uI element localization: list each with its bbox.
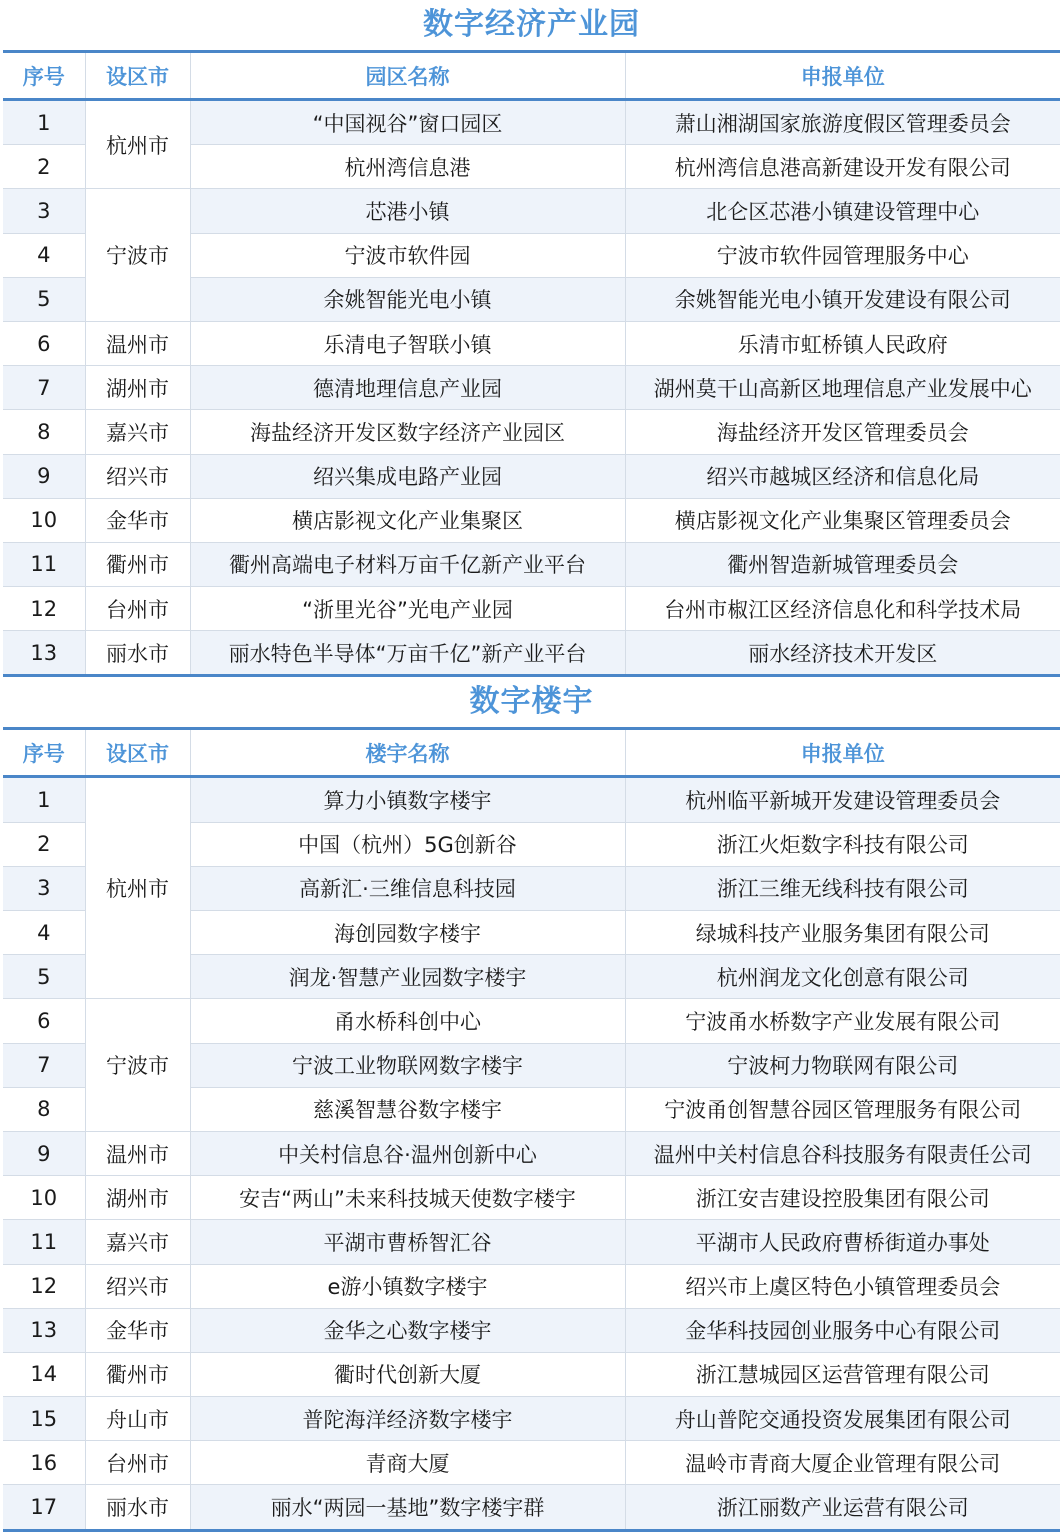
city-cell: 丽水市 bbox=[85, 631, 190, 676]
applicant-unit: 杭州润龙文化创意有限公司 bbox=[625, 955, 1060, 999]
row-number: 10 bbox=[3, 498, 85, 542]
table-row bbox=[3, 1264, 1060, 1308]
park-name: 绍兴集成电路产业园 bbox=[190, 454, 625, 498]
park-name: 宁波市软件园 bbox=[190, 233, 625, 277]
applicant-unit: 宁波甬创智慧谷园区管理服务有限公司 bbox=[625, 1087, 1060, 1131]
park-name: 芯港小镇 bbox=[190, 189, 625, 233]
applicant-unit: 温州中关村信息谷科技服务有限责任公司 bbox=[625, 1131, 1060, 1175]
city-cell: 舟山市 bbox=[85, 1397, 190, 1441]
applicant-unit: 丽水经济技术开发区 bbox=[625, 631, 1060, 676]
park-name: 杭州湾信息港 bbox=[190, 145, 625, 189]
applicant-unit: 横店影视文化产业集聚区管理委员会 bbox=[625, 498, 1060, 542]
applicant-unit: 杭州湾信息港高新建设开发有限公司 bbox=[625, 145, 1060, 189]
table-row bbox=[3, 454, 1060, 498]
row-number: 3 bbox=[3, 866, 85, 910]
table-header-row bbox=[3, 729, 1060, 777]
parks-table-body bbox=[3, 100, 1060, 676]
building-name: 丽水“两园一基地”数字楼宇群 bbox=[190, 1485, 625, 1530]
table-row bbox=[3, 189, 1060, 233]
table-row bbox=[3, 1131, 1060, 1175]
row-number: 7 bbox=[3, 366, 85, 410]
building-name: 中国（杭州）5G创新谷 bbox=[190, 822, 625, 866]
building-name: 宁波工业物联网数字楼宇 bbox=[190, 1043, 625, 1087]
row-number: 12 bbox=[3, 1264, 85, 1308]
table-header-row bbox=[3, 52, 1060, 100]
building-name: 中关村信息谷·温州创新中心 bbox=[190, 1131, 625, 1175]
city-cell: 丽水市 bbox=[85, 1485, 190, 1530]
section-title-parks: 数字经济产业园 bbox=[423, 7, 640, 42]
applicant-unit: 温岭市青商大厦企业管理有限公司 bbox=[625, 1441, 1060, 1485]
buildings-table bbox=[3, 727, 1060, 1531]
header-building-name: 楼宇名称 bbox=[190, 729, 625, 777]
city-cell: 绍兴市 bbox=[85, 454, 190, 498]
applicant-unit: 衢州智造新城管理委员会 bbox=[625, 542, 1060, 586]
city-cell: 温州市 bbox=[85, 1131, 190, 1175]
building-name: 甬水桥科创中心 bbox=[190, 999, 625, 1043]
row-number: 1 bbox=[3, 100, 85, 145]
applicant-unit: 萧山湘湖国家旅游度假区管理委员会 bbox=[625, 100, 1060, 145]
city-cell: 湖州市 bbox=[85, 1176, 190, 1220]
applicant-unit: 浙江慧城园区运营管理有限公司 bbox=[625, 1352, 1060, 1396]
row-number: 5 bbox=[3, 277, 85, 321]
table-row bbox=[3, 1485, 1060, 1530]
city-cell: 绍兴市 bbox=[85, 1264, 190, 1308]
building-name: 慈溪智慧谷数字楼宇 bbox=[190, 1087, 625, 1131]
city-cell: 杭州市 bbox=[85, 100, 190, 189]
table-row bbox=[3, 542, 1060, 586]
applicant-unit: 宁波柯力物联网有限公司 bbox=[625, 1043, 1060, 1087]
applicant-unit: 海盐经济开发区管理委员会 bbox=[625, 410, 1060, 454]
applicant-unit: 余姚智能光电小镇开发建设有限公司 bbox=[625, 277, 1060, 321]
row-number: 6 bbox=[3, 999, 85, 1043]
table-row bbox=[3, 1441, 1060, 1485]
row-number: 14 bbox=[3, 1352, 85, 1396]
city-cell: 衢州市 bbox=[85, 1352, 190, 1396]
row-number: 9 bbox=[3, 454, 85, 498]
header-number: 序号 bbox=[3, 729, 85, 777]
building-name: 海创园数字楼宇 bbox=[190, 911, 625, 955]
building-name: 安吉“两山”未来科技城天使数字楼宇 bbox=[190, 1176, 625, 1220]
building-name: 金华之心数字楼宇 bbox=[190, 1308, 625, 1352]
header-city: 设区市 bbox=[85, 52, 190, 100]
row-number: 1 bbox=[3, 777, 85, 822]
applicant-unit: 舟山普陀交通投资发展集团有限公司 bbox=[625, 1397, 1060, 1441]
row-number: 16 bbox=[3, 1441, 85, 1485]
table-row bbox=[3, 587, 1060, 631]
applicant-unit: 宁波市软件园管理服务中心 bbox=[625, 233, 1060, 277]
table-row bbox=[3, 366, 1060, 410]
building-name: 平湖市曹桥智汇谷 bbox=[190, 1220, 625, 1264]
row-number: 11 bbox=[3, 1220, 85, 1264]
city-cell: 台州市 bbox=[85, 1441, 190, 1485]
park-name: 丽水特色半导体“万亩千亿”新产业平台 bbox=[190, 631, 625, 676]
building-name: 衢时代创新大厦 bbox=[190, 1352, 625, 1396]
header-applicant: 申报单位 bbox=[625, 729, 1060, 777]
table-row bbox=[3, 631, 1060, 676]
building-name: 润龙·智慧产业园数字楼宇 bbox=[190, 955, 625, 999]
park-name: 海盐经济开发区数字经济产业园区 bbox=[190, 410, 625, 454]
row-number: 10 bbox=[3, 1176, 85, 1220]
row-number: 12 bbox=[3, 587, 85, 631]
table-row bbox=[3, 777, 1060, 822]
applicant-unit: 台州市椒江区经济信息化和科学技术局 bbox=[625, 587, 1060, 631]
row-number: 8 bbox=[3, 410, 85, 454]
applicant-unit: 浙江安吉建设控股集团有限公司 bbox=[625, 1176, 1060, 1220]
table-row bbox=[3, 498, 1060, 542]
building-name: 高新汇·三维信息科技园 bbox=[190, 866, 625, 910]
applicant-unit: 浙江三维无线科技有限公司 bbox=[625, 866, 1060, 910]
section-title-buildings: 数字楼宇 bbox=[469, 684, 594, 720]
park-name: 德清地理信息产业园 bbox=[190, 366, 625, 410]
applicant-unit: 杭州临平新城开发建设管理委员会 bbox=[625, 777, 1060, 822]
park-name: “中国视谷”窗口园区 bbox=[190, 100, 625, 145]
city-cell: 湖州市 bbox=[85, 366, 190, 410]
row-number: 4 bbox=[3, 233, 85, 277]
applicant-unit: 北仑区芯港小镇建设管理中心 bbox=[625, 189, 1060, 233]
applicant-unit: 宁波甬水桥数字产业发展有限公司 bbox=[625, 999, 1060, 1043]
parks-table bbox=[3, 50, 1060, 677]
building-name: 青商大厦 bbox=[190, 1441, 625, 1485]
row-number: 15 bbox=[3, 1397, 85, 1441]
row-number: 17 bbox=[3, 1485, 85, 1530]
header-number: 序号 bbox=[3, 52, 85, 100]
city-cell: 金华市 bbox=[85, 498, 190, 542]
city-cell: 金华市 bbox=[85, 1308, 190, 1352]
city-cell: 衢州市 bbox=[85, 542, 190, 586]
row-number: 7 bbox=[3, 1043, 85, 1087]
park-name: 乐清电子智联小镇 bbox=[190, 321, 625, 365]
row-number: 2 bbox=[3, 822, 85, 866]
applicant-unit: 绍兴市越城区经济和信息化局 bbox=[625, 454, 1060, 498]
table-row bbox=[3, 1397, 1060, 1441]
building-name: e游小镇数字楼宇 bbox=[190, 1264, 625, 1308]
park-name: 横店影视文化产业集聚区 bbox=[190, 498, 625, 542]
table-row bbox=[3, 321, 1060, 365]
table-row bbox=[3, 100, 1060, 145]
city-cell: 温州市 bbox=[85, 321, 190, 365]
city-cell: 宁波市 bbox=[85, 999, 190, 1132]
table-row bbox=[3, 1308, 1060, 1352]
city-cell: 杭州市 bbox=[85, 777, 190, 999]
header-applicant: 申报单位 bbox=[625, 52, 1060, 100]
applicant-unit: 绍兴市上虞区特色小镇管理委员会 bbox=[625, 1264, 1060, 1308]
city-cell: 嘉兴市 bbox=[85, 1220, 190, 1264]
park-name: 衢州高端电子材料万亩千亿新产业平台 bbox=[190, 542, 625, 586]
row-number: 8 bbox=[3, 1087, 85, 1131]
table-row bbox=[3, 1220, 1060, 1264]
row-number: 9 bbox=[3, 1131, 85, 1175]
header-city: 设区市 bbox=[85, 729, 190, 777]
row-number: 13 bbox=[3, 631, 85, 676]
applicant-unit: 乐清市虹桥镇人民政府 bbox=[625, 321, 1060, 365]
row-number: 3 bbox=[3, 189, 85, 233]
building-name: 普陀海洋经济数字楼宇 bbox=[190, 1397, 625, 1441]
city-cell: 嘉兴市 bbox=[85, 410, 190, 454]
park-name: “浙里光谷”光电产业园 bbox=[190, 587, 625, 631]
applicant-unit: 浙江火炬数字科技有限公司 bbox=[625, 822, 1060, 866]
building-name: 算力小镇数字楼宇 bbox=[190, 777, 625, 822]
row-number: 11 bbox=[3, 542, 85, 586]
table-row bbox=[3, 999, 1060, 1043]
applicant-unit: 绿城科技产业服务集团有限公司 bbox=[625, 911, 1060, 955]
applicant-unit: 金华科技园创业服务中心有限公司 bbox=[625, 1308, 1060, 1352]
row-number: 2 bbox=[3, 145, 85, 189]
row-number: 5 bbox=[3, 955, 85, 999]
city-cell: 台州市 bbox=[85, 587, 190, 631]
table-row bbox=[3, 1352, 1060, 1396]
applicant-unit: 平湖市人民政府曹桥街道办事处 bbox=[625, 1220, 1060, 1264]
park-name: 余姚智能光电小镇 bbox=[190, 277, 625, 321]
buildings-table-body bbox=[3, 777, 1060, 1530]
table-row bbox=[3, 1176, 1060, 1220]
applicant-unit: 浙江丽数产业运营有限公司 bbox=[625, 1485, 1060, 1530]
applicant-unit: 湖州莫干山高新区地理信息产业发展中心 bbox=[625, 366, 1060, 410]
table-row bbox=[3, 410, 1060, 454]
row-number: 13 bbox=[3, 1308, 85, 1352]
city-cell: 宁波市 bbox=[85, 189, 190, 322]
header-park-name: 园区名称 bbox=[190, 52, 625, 100]
row-number: 4 bbox=[3, 911, 85, 955]
row-number: 6 bbox=[3, 321, 85, 365]
